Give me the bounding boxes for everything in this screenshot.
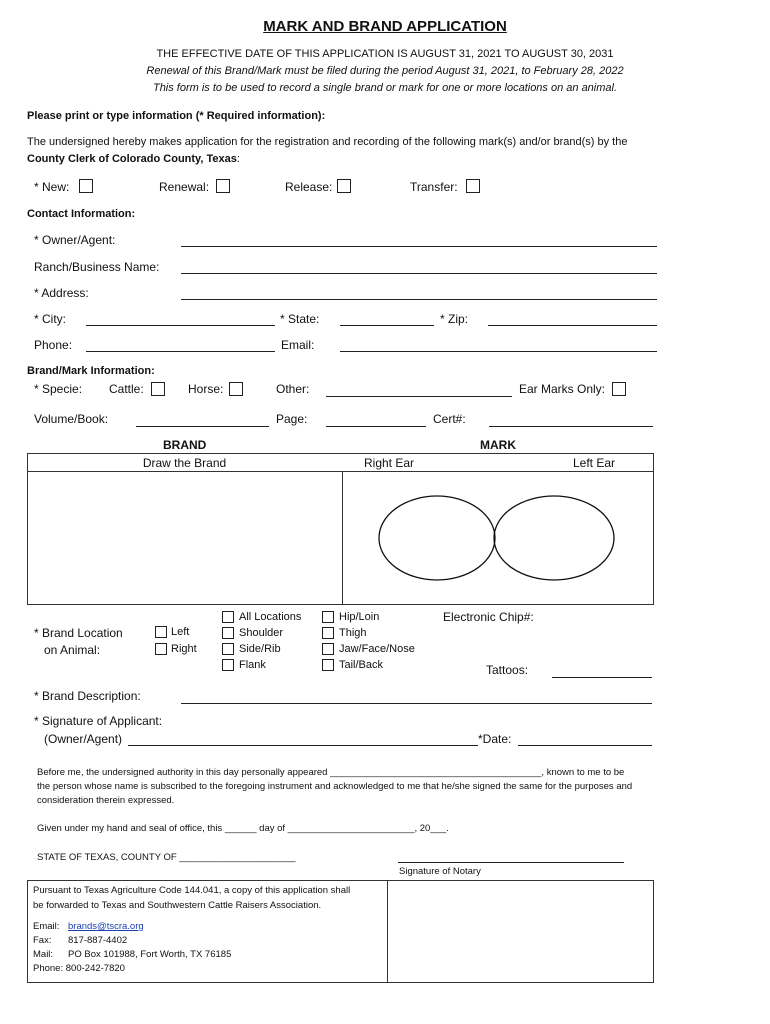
renewal-label: Renewal: [159, 180, 210, 194]
contact-heading: Contact Information: [27, 208, 136, 220]
email-link[interactable]: brands@tscra.org [68, 921, 144, 932]
new-checkbox[interactable] [79, 179, 93, 193]
ranch-field[interactable] [181, 273, 657, 274]
brand-location-label: * Brand Location [34, 626, 123, 640]
release-checkbox[interactable] [337, 179, 351, 193]
transfer-label: Transfer: [410, 180, 458, 194]
mail-address: PO Box 101988, Fort Worth, TX 76185 [68, 949, 232, 960]
hip-loin-checkbox[interactable] [322, 611, 334, 623]
specie-label: * Specie: [34, 382, 83, 396]
county-clerk: County Clerk of Colorado County, Texas [27, 153, 237, 165]
brand-drawing-area[interactable] [28, 472, 341, 604]
email-field[interactable] [340, 351, 657, 352]
notary-text-3: consideration therein expressed. [37, 795, 175, 806]
right-label: Right [171, 643, 197, 655]
contact-phone-row [33, 963, 125, 974]
fax-label: Fax: [33, 935, 52, 946]
given-under-hand: Given under my hand and seal of office, this ______ day of ________________________, 20___. [37, 823, 449, 834]
form-title: MARK AND BRAND APPLICATION [263, 18, 507, 35]
draw-brand-label: Draw the Brand [142, 456, 227, 470]
email-label: Email: [281, 338, 315, 352]
volume-field[interactable] [136, 426, 269, 427]
contact-mail-row [33, 949, 231, 960]
right-ear-oval [379, 496, 495, 580]
state-county: STATE OF TEXAS, COUNTY OF ______________________ [37, 852, 296, 863]
side-rib-checkbox[interactable] [222, 643, 234, 655]
transfer-checkbox[interactable] [466, 179, 480, 193]
brand-description-field[interactable] [181, 703, 652, 704]
notary-text-2: the person whose name is subscribed to the foregoing instrument and acknowledged to me that he/she signed the same for the purposes and [37, 781, 633, 792]
tail-back-label: Tail/Back [339, 659, 384, 671]
notary-signature-field[interactable] [398, 862, 624, 863]
brand-heading: BRAND [163, 438, 207, 452]
right-checkbox[interactable] [155, 643, 167, 655]
single-brand-note: This form is to be used to record a single brand or mark for one or more locations on an animal. [152, 82, 618, 94]
pursuant-line-2: be forwarded to Texas and Southwestern Cattle Raisers Association. [33, 900, 322, 911]
tattoos-label: Tattoos: [486, 663, 529, 677]
jaw-face-nose-checkbox[interactable] [322, 643, 334, 655]
city-field[interactable] [86, 325, 275, 326]
phone-label: Phone: [34, 338, 73, 352]
horse-checkbox[interactable] [229, 382, 243, 396]
side-rib-label: Side/Rib [239, 643, 281, 655]
phone-field[interactable] [86, 351, 275, 352]
left-checkbox[interactable] [155, 626, 167, 638]
all-locations-label: All Locations [239, 611, 302, 623]
date-field[interactable] [518, 745, 652, 746]
ear-diagram [343, 472, 653, 604]
brand-description-label: * Brand Description: [34, 689, 141, 703]
city-label: * City: [34, 312, 67, 326]
thigh-label: Thigh [339, 627, 367, 639]
footer-divider [387, 880, 388, 983]
brand-info-heading: Brand/Mark Information: [27, 365, 155, 377]
email-label: Email: [33, 921, 60, 932]
shoulder-checkbox[interactable] [222, 627, 234, 639]
print-note: Please print or type information (* Required information): [27, 110, 326, 122]
on-animal-label: on Animal: [44, 643, 101, 657]
address-label: * Address: [34, 286, 89, 300]
fax-number: 817-887-4402 [68, 935, 128, 946]
address-field[interactable] [181, 299, 657, 300]
tattoos-field[interactable] [552, 677, 652, 678]
left-ear-label: Left Ear [573, 456, 616, 470]
phone-label: Phone: [33, 963, 64, 974]
other-field[interactable] [326, 396, 512, 397]
other-label: Other: [276, 382, 310, 396]
flank-label: Flank [239, 659, 266, 671]
owner-label: * Owner/Agent: [34, 233, 116, 247]
left-label: Left [171, 626, 190, 638]
contact-fax-row [33, 935, 127, 946]
signature-label: * Signature of Applicant: [34, 714, 163, 728]
phone-number: 800-242-7820 [65, 963, 125, 974]
renewal-checkbox[interactable] [216, 179, 230, 193]
zip-field[interactable] [488, 325, 657, 326]
left-ear-oval [494, 496, 614, 580]
release-label: Release: [285, 180, 333, 194]
notary-signature-label: Signature of Notary [399, 866, 481, 877]
owner-agent-label: (Owner/Agent) [44, 732, 123, 746]
zip-label: * Zip: [440, 312, 469, 326]
volume-label: Volume/Book: [34, 412, 109, 426]
date-label: *Date: [478, 732, 512, 746]
tail-back-checkbox[interactable] [322, 659, 334, 671]
pursuant-line-1: Pursuant to Texas Agriculture Code 144.041, a copy of this application shall [33, 885, 351, 896]
ear-marks-checkbox[interactable] [612, 382, 626, 396]
colon: : [236, 153, 240, 165]
state-field[interactable] [340, 325, 434, 326]
right-ear-label: Right Ear [364, 456, 415, 470]
renewal-note: Renewal of this Brand/Mark must be filed during the period August 31, 2021, to February 28, 2022 [146, 65, 624, 77]
hip-loin-label: Hip/Loin [339, 611, 380, 623]
signature-field[interactable] [128, 745, 478, 746]
effective-date: THE EFFECTIVE DATE OF THIS APPLICATION IS AUGUST 31, 2021 TO AUGUST 30, 2031 [156, 48, 614, 60]
notary-text-1: Before me, the undersigned authority in this day personally appeared ________________________________________, known to me to be [37, 767, 625, 778]
cert-field[interactable] [489, 426, 653, 427]
thigh-checkbox[interactable] [322, 627, 334, 639]
electronic-chip-label: Electronic Chip#: [443, 610, 534, 624]
cattle-label: Cattle: [109, 382, 144, 396]
mail-label: Mail: [33, 949, 54, 960]
state-label: * State: [280, 312, 320, 326]
statement-line-1: The undersigned hereby makes application for the registration and recording of the following mark(s) and/or brand(s) by the [27, 136, 628, 148]
page-field[interactable] [326, 426, 426, 427]
mark-heading: MARK [480, 438, 516, 452]
owner-field[interactable] [181, 246, 657, 247]
cert-label: Cert#: [433, 412, 466, 426]
contact-email-row [33, 921, 144, 932]
flank-checkbox[interactable] [222, 659, 234, 671]
new-label: * New: [34, 180, 70, 194]
ranch-label: Ranch/Business Name: [34, 260, 160, 274]
horse-label: Horse: [188, 382, 224, 396]
shoulder-label: Shoulder [239, 627, 284, 639]
cattle-checkbox[interactable] [151, 382, 165, 396]
jaw-face-nose-label: Jaw/Face/Nose [339, 643, 415, 655]
all-locations-checkbox[interactable] [222, 611, 234, 623]
page-label: Page: [276, 412, 308, 426]
ear-marks-label: Ear Marks Only: [519, 382, 606, 396]
statement-line-2 [27, 153, 240, 165]
